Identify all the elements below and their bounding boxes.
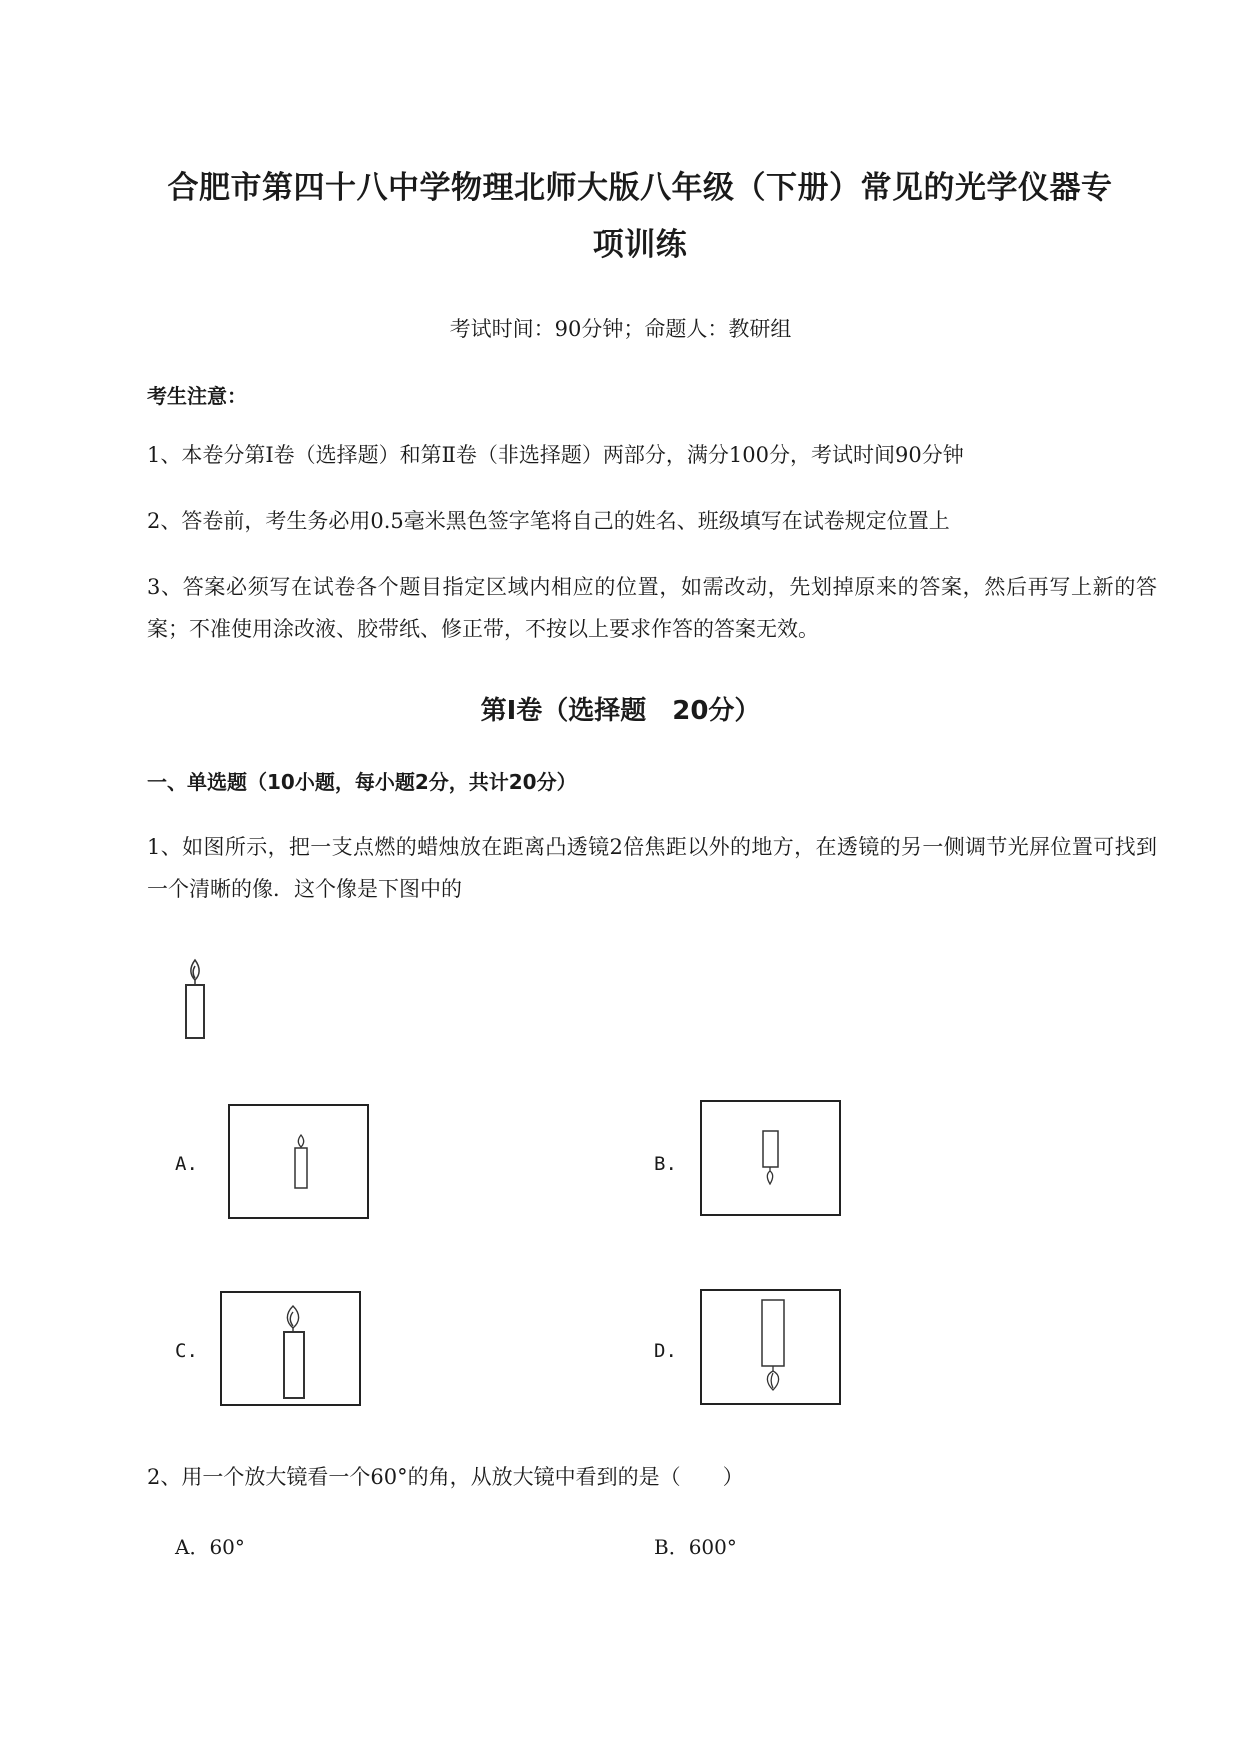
notice-3: 3、答案必须写在试卷各个题目指定区域内相应的位置，如需改动，先划掉原来的答案，然后再写上新的答案；不准使用涂改液、胶带纸、修正带，不按以上要求作答的答案无效。 <box>147 575 1157 641</box>
option-c-image[interactable] <box>220 1291 361 1406</box>
notice-heading: 考生注意： <box>147 384 247 408</box>
question-1-text: 1、如图所示，把一支点燃的蜡烛放在距离凸透镜2倍焦距以外的地方，在透镜的另一侧调节光屏位置可找到一个清晰的像．这个像是下图中的 <box>147 835 1157 901</box>
option-d-label[interactable]: D. <box>654 1340 677 1362</box>
section-title: 第Ⅰ卷（选择题 20分） <box>480 696 761 726</box>
notice-1: 1、本卷分第Ⅰ卷（选择题）和第Ⅱ卷（非选择题）两部分，满分100分，考试时间90分钟 <box>147 443 964 467</box>
page-title-line-2: 项训练 <box>592 227 688 263</box>
option-d-image[interactable] <box>700 1289 841 1405</box>
option-b-image[interactable] <box>700 1100 841 1216</box>
question-2-option-b[interactable]: B．600° <box>654 1535 737 1559</box>
question-2-option-a[interactable]: A．60° <box>175 1535 245 1559</box>
option-a-label[interactable]: A. <box>175 1153 198 1175</box>
part-heading: 一、单选题（10小题，每小题2分，共计20分） <box>147 770 577 794</box>
option-b-label[interactable]: B. <box>654 1153 677 1175</box>
question-2-text: 2、用一个放大镜看一个60°的角，从放大镜中看到的是（ ） <box>147 1465 744 1489</box>
option-a-image[interactable] <box>228 1104 369 1219</box>
exam-info: 考试时间：90分钟；命题人：教研组 <box>449 317 792 341</box>
option-c-label[interactable]: C. <box>175 1340 198 1362</box>
original-candle-figure <box>180 958 210 1040</box>
notice-2: 2、答卷前，考生务必用0.5毫米黑色签字笔将自己的姓名、班级填写在试卷规定位置上 <box>147 509 950 533</box>
page-title-line-1: 合肥市第四十八中学物理北师大版八年级（下册）常见的光学仪器专 <box>167 170 1113 206</box>
